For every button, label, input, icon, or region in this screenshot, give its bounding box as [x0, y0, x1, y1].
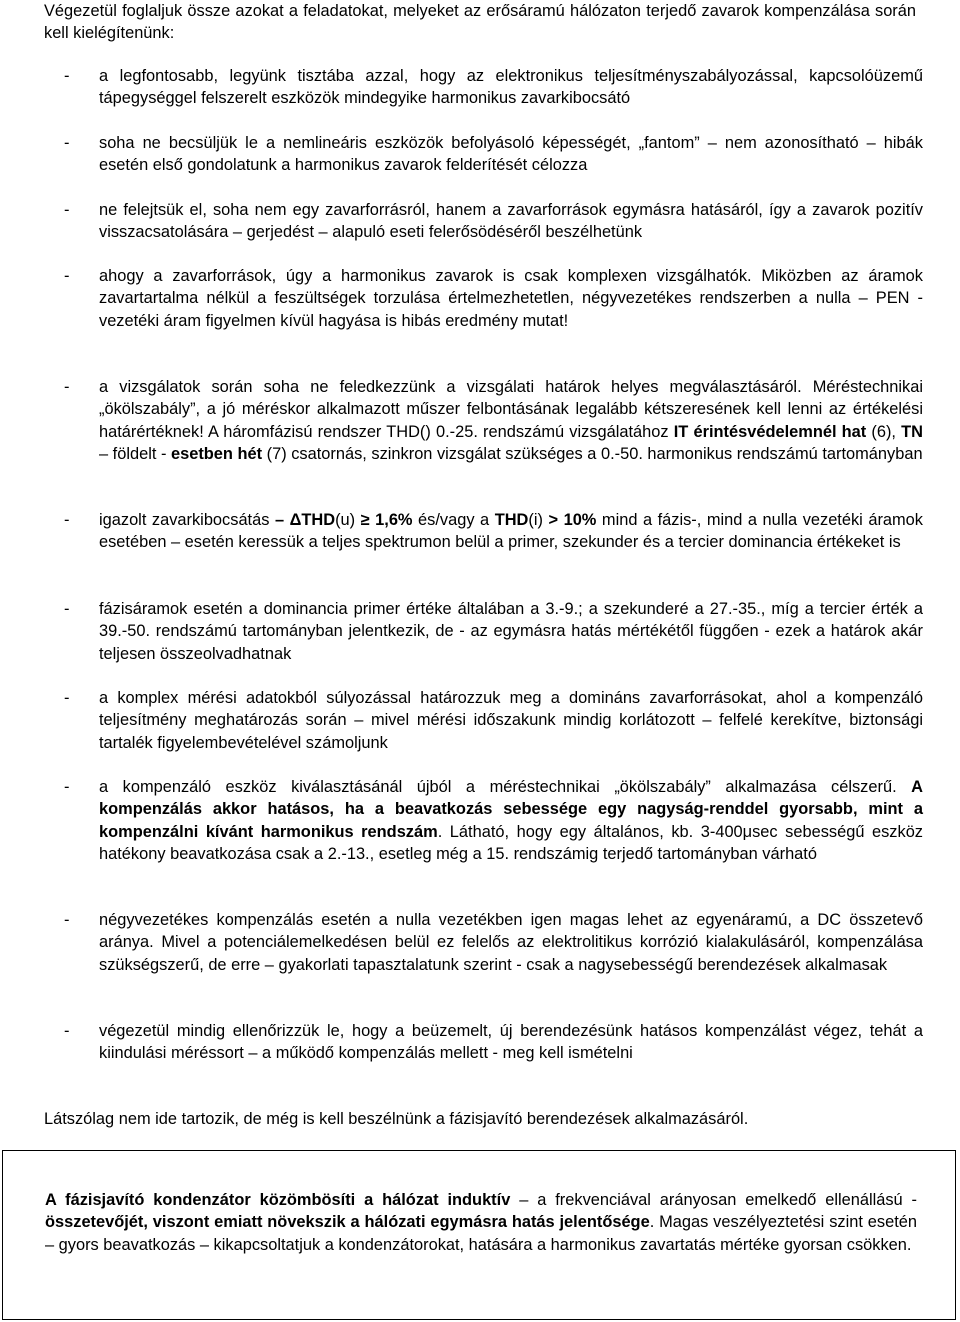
list-item-text: fázisáramok esetén a dominancia primer értéke általában a 3.-9.; a szekunderé a 27.-35., míg a tercier érték a 39.-50. rendszámú tartományban jelentkezik, de - az egymásra hatás mértékétől függően - ezek a határok akár teljesen összeolvadhatnak — [99, 600, 923, 663]
list-item — [64, 132, 923, 177]
text-run: . Látható, hogy egy általános, kb. 3-400μsec sebességű eszköz hatékony beavatkozása csak a 2.-13., esetleg még a 15. rendszámig terjedő tartományban várható — [99, 822, 923, 864]
bold-text: THD — [494, 511, 529, 529]
bold-text: IT érintésvédelemnél hat — [673, 422, 867, 441]
text-run: a vizsgálatok során soha ne feledkezzünk a vizsgálati határok helyes megválasztásáról. Méréstechnikai „ökölszabály”, a jó méréskor alkalmazott műszer felbontásának legalább kétszeresének kell lenni az értékelési határértéknek! A háromfázisú rendszer THD() 0.-25. rendszámú vizsgálatához — [99, 378, 923, 441]
list-item-text: soha ne becsüljük le a nemlineáris eszközök befolyásoló képességét, „fantom” – nem azonosítható – hibák esetén első gondolatunk a harmonikus zavarok felderítését célozza — [99, 134, 923, 175]
text-run: és/vagy a — [412, 511, 495, 529]
text-run: (i) — [528, 511, 549, 529]
list-dash: - — [64, 267, 70, 285]
list-item — [64, 1020, 923, 1065]
list-dash: - — [64, 67, 70, 85]
list-dash: - — [64, 1022, 70, 1040]
list-item — [64, 65, 923, 110]
text-run: – a frekvenciával arányosan emelkedő ellenállású - — [510, 1191, 918, 1209]
text-run: igazolt zavarkibocsátás — [99, 511, 275, 529]
outro-paragraph: Látszólag nem ide tartozik, de még is kell beszélnünk a fázisjavító berendezések alkalmazásáról. — [44, 1110, 749, 1128]
list-item-text: ahogy a zavarforrások, úgy a harmonikus zavarok is csak komplexen vizsgálhatók. Miközben az áramok zavartartalma nélkül a feszültségek torzulása értelmezhetetlen, négyvezetékes rendszerben a nulla – PEN - vezetéki áram figyelmen kívül hagyása is hibás eredmény mutat! — [99, 267, 923, 330]
list-item — [64, 265, 923, 332]
text-run: (7) csatornás, szinkron vizsgálat szükséges a 0.-50. harmonikus rendszámú tartományban — [262, 445, 923, 464]
list-dash: - — [64, 600, 70, 618]
list-item — [64, 376, 923, 466]
text-run: (u) — [335, 511, 361, 529]
list-item-text: a komplex mérési adatokból súlyozással határozzuk meg a domináns zavarforrásokat, ahol a kompenzáló teljesítmény meghatározás során – mivel mérési időszakunk mindig korlátozott – felfelé kerekítve, biztonsági tartalék figyelembevételével számoljunk — [99, 689, 923, 752]
list-dash: - — [64, 378, 70, 396]
list-item-text: négyvezetékes kompenzálás esetén a nulla vezetékben igen magas lehet az egyenáramú, a DC összetevő aránya. Mivel a potenciálemelkedésen belül ez felelős az elektrolitikus korrózió kialakulásáról, kompenzálása szükségszerű, de erre – gyakorlati tapasztalatunk szerint - csak a nagysebességű berendezések alkalmasak — [99, 911, 923, 974]
text-run: . Magas veszélyeztetési szint esetén – gyors beavatkozás – kikapcsoltatjuk a kondenzátorokat, hatására a harmonikus zavartatás mértéke gyorsan csökken. — [45, 1213, 917, 1254]
text-run: mind a fázis-, mind a nulla vezetéki áramok esetében – esetén keressük a teljes spektrumon belül a primer, szekunder és a tercier dominancia értékeket is — [99, 511, 923, 552]
bold-text: összetevőjét, viszont emiatt növekszik a hálózati egymásra hatás jelentősége — [45, 1213, 650, 1232]
list-item — [64, 687, 923, 754]
highlight-box — [2, 1150, 956, 1320]
text-run: – földelt - — [99, 445, 171, 464]
list-dash: - — [64, 911, 70, 929]
bold-text: > 10% — [548, 511, 597, 529]
bold-text: A kompenzálás akkor hatásos, ha a beavatkozás sebessége egy nagyság-renddel gyorsabb, mint a kompenzálni kívánt harmonikus rendszám — [99, 778, 923, 841]
text-run: (6), — [866, 422, 902, 441]
list-dash: - — [64, 689, 70, 707]
list-item-text: végezetül mindig ellenőrizzük le, hogy a beüzemelt, új berendezésünk hatásos kompenzálást végez, tehát a kiindulási méréssort – a működő kompenzálás mellett - meg kell ismételni — [99, 1022, 923, 1063]
bold-text: esetben hét — [170, 445, 263, 464]
list-item-text: a legfontosabb, legyünk tisztába azzal, hogy az elektronikus teljesítményszabályozással, kapcsolóüzemű tápegységgel felszerelt eszközök mindegyike harmonikus zavarkibocsátó — [99, 67, 923, 108]
list-dash: - — [64, 511, 70, 529]
list-dash: - — [64, 134, 70, 152]
list-item — [64, 199, 923, 244]
list-item-text — [99, 776, 923, 866]
list-item-text — [99, 509, 923, 554]
list-item-text: ne felejtsük el, soha nem egy zavarforrásról, hanem a zavarforrások egymásra hatásáról, így a zavarok pozitív visszacsatolására – gerjedést – alapuló eseti felerősödéséről beszélhetünk — [99, 201, 923, 242]
list-dash: - — [64, 778, 70, 796]
bold-text: TN — [901, 422, 923, 441]
bold-text: – ΔTHD — [274, 511, 336, 529]
list-item — [64, 909, 923, 976]
bold-text: A fázisjavító kondenzátor közömbösíti a hálózat induktív — [45, 1191, 511, 1209]
list-item — [64, 509, 923, 554]
box-text — [45, 1189, 917, 1256]
intro-paragraph: Végezetül foglaljuk össze azokat a feladatokat, melyeket az erősáramú hálózaton terjedő zavarok kompenzálása során kell kielégítenünk: — [44, 2, 916, 43]
text-run: a kompenzáló eszköz kiválasztásánál újból a méréstechnikai „ökölszabály” alkalmazása célszerű. — [99, 778, 912, 796]
list-dash: - — [64, 201, 70, 219]
list-item — [64, 776, 923, 866]
bold-text: ≥ 1,6% — [360, 511, 413, 529]
list-item — [64, 598, 923, 665]
list-item-text — [99, 376, 923, 466]
